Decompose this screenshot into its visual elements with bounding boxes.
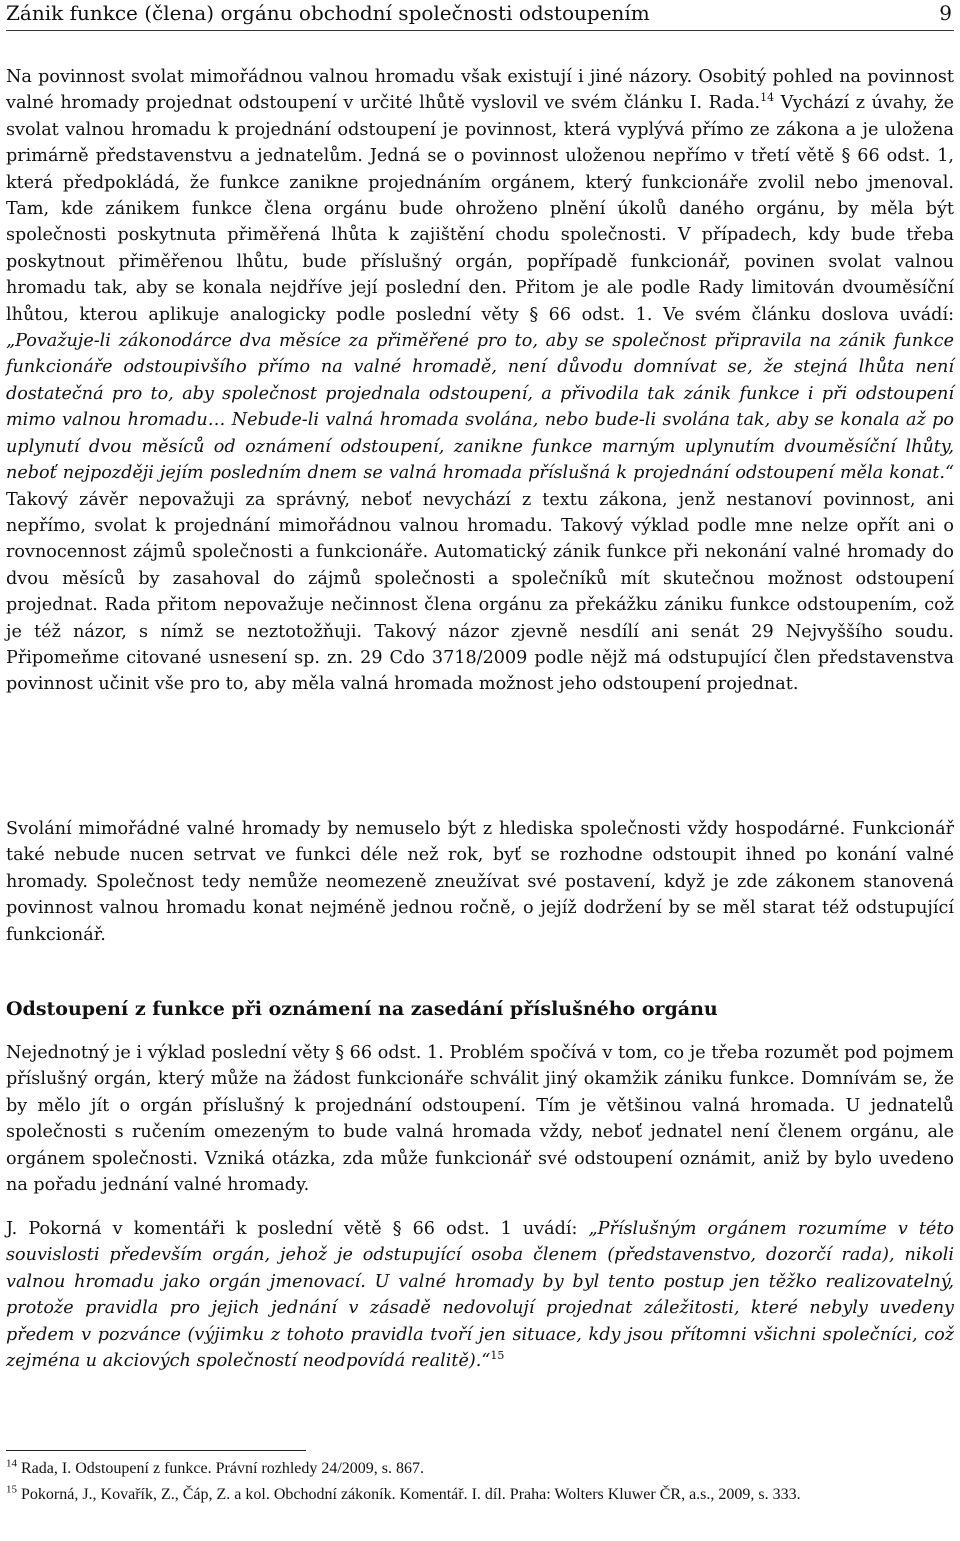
footnote-text: Rada, I. Odstoupení z funkce. Právní rozhledy 24/2009, s. 867. bbox=[21, 1460, 425, 1477]
page-number: 9 bbox=[939, 1, 952, 25]
footnote-14 bbox=[6, 1457, 954, 1481]
section-heading: Odstoupení z funkce při oznámení na zasedání příslušného orgánu bbox=[6, 998, 718, 1020]
paragraph-1 bbox=[6, 64, 954, 698]
paragraph-4-text-a: J. Pokorná v komentáři k poslední větě § 66 odst. 1 uvádí: bbox=[6, 1219, 589, 1239]
paragraph-1-text-c: Takový závěr nepovažuji za správný, neboť nevychází z textu zákona, jenž nestanoví povinnost, ani nepřímo, svolat k projednání mimořádnou valnou hromadu. Takový výklad podle mne nelze opřít ani o rovnocennost zájmů společnosti a funkcionáře. Automatický zánik funkce při nekonání valné hromady do dvou měsíců by zasahoval do zájmů společnosti a společníků mít skutečnou možnost odstoupení projednat. Rada přitom nepovažuje nečinnost člena orgánu za překážku zániku funkce odstoupením, což je též názor, s nímž se neztotožňuji. Takový názor zjevně nesdílí ani senát 29 Nejvyššího soudu. Připomeňme citované usnesení sp. zn. 29 Cdo 3718/2009 podle nějž má odstupující člen představenstva povinnost učinit vše pro to, aby měla valná hromada možnost jeho odstoupení projednat. bbox=[6, 489, 954, 695]
paragraph-4 bbox=[6, 1216, 954, 1374]
paragraph-3: Nejednotný je i výklad poslední věty § 66 odst. 1. Problém spočívá v tom, co je třeba rozumět pod pojmem příslušný orgán, který může na žádost funkcionáře schválit jiný okamžik zániku funkce. Domnívám se, že by mělo jít o orgán příslušný k projednání odstoupení. Tím je většinou valná hromada. U jednatelů společnosti s ručením omezeným to bude valná hromada vždy, neboť jednatel není členem orgánu, ale orgánem společnosti. Vzniká otázka, zda může funkcionář své odstoupení oznámit, aniž by bylo uvedeno na pořadu jednání valné hromady. bbox=[6, 1043, 954, 1196]
page-header bbox=[6, 0, 954, 31]
footnote-ref-14[interactable]: 14 bbox=[760, 91, 775, 105]
footnote-separator bbox=[6, 1450, 306, 1451]
paragraph-1-text-a: Na povinnost svolat mimořádnou valnou hromadu však existují i jiné názory. Osobitý pohled na povinnost valné hromady projednat odstoupení v určité lhůtě vyslovil ve svém článku I. Rada. bbox=[6, 67, 954, 114]
quotation-rada: „Považuje-li zákonodárce dva měsíce za přiměřené pro to, aby se společnost připravila na zánik funkce funkcionáře odstoupivšího přímo na valné hromadě, není důvodu domnívat se, že stejná lhůta není dostatečná pro to, aby společnost projednala odstoupení, a přivodila tak zánik funkce i při odstoupení mimo valnou hromadu… Nebude-li valná hromada svolána, nebo bude-li svolána tak, aby se konala až po uplynutí dvou měsíců od oznámení odstoupení, zanikne funkce marným uplynutím dvouměsíční lhůty, neboť nejpozději jejím posledním dnem se valná hromada příslušná k projednání odstoupení měla konat.“ bbox=[6, 331, 954, 484]
quotation-pokorna: „Příslušným orgánem rozumíme v této souvislosti především orgán, jehož je odstupující osoba členem (představenstvo, dozorčí rada), nikoli valnou hromadu jako orgán jmenovací. U valné hromady by byl tento postup jen těžko realizovatelný, protože pravidla pro jejich jednání v zásadě nedovolují projednat záležitosti, které nebyly uvedeny předem v pozvánce (výjimku z tohoto pravidla tvoří jen situace, kdy jsou přítomni všichni společníci, což zejména u akciových společností neodpovídá realitě).“ bbox=[6, 1219, 954, 1372]
running-title: Zánik funkce (člena) orgánu obchodní společnosti odstoupením bbox=[6, 1, 650, 25]
footnote-15 bbox=[6, 1483, 954, 1507]
footnote-number: 14 bbox=[6, 1457, 17, 1470]
footnote-ref-15[interactable]: 15 bbox=[490, 1349, 505, 1363]
paragraph-1-text-b: Vychází z úvahy, že svolat valnou hromadu k projednání odstoupení je povinnost, která vyplývá přímo ze zákona a je uložena primárně představenstvu a jednatelům. Jedná se o povinnost uloženou nepřímo v třetí větě § 66 odst. 1, která předpokládá, že funkce zanikne projednáním orgánem, který funkcionáře zvolil nebo jmenoval. Tam, kde zánikem funkce člena orgánu bude ohroženo plnění úkolů daného orgánu, by měla být společnosti poskytnuta přiměřená lhůta k zajištění chodu společnosti. V případech, kdy bude třeba poskytnout přiměřenou lhůtu, bude příslušný orgán, popřípadě funkcionář, povinen svolat valnou hromadu tak, aby se konala nejdříve její poslední den. Přitom je ale podle Rady limitován dvouměsíční lhůtou, kterou aplikuje analogicky podle poslední věty § 66 odst. 1. Ve svém článku doslova uvádí: bbox=[6, 93, 954, 325]
footnote-text: Pokorná, J., Kovařík, Z., Čáp, Z. a kol. Obchodní zákoník. Komentář. I. díl. Praha: Wolters Kluwer ČR, a.s., 2009, s. 333. bbox=[21, 1486, 801, 1503]
paragraph-2: Svolání mimořádné valné hromady by nemuselo být z hlediska společnosti vždy hospodárné. Funkcionář také nebude nucen setrvat ve funkci déle než rok, byť se rozhodne odstoupit ihned po konání valné hromady. Společnost tedy nemůže neomezeně zneužívat své postavení, když je zde zákonem stanovená povinnost valnou hromadu konat nejméně jednou ročně, o jejíž dodržení by se měl starat též odstupující funkcionář. bbox=[6, 819, 954, 945]
footnote-number: 15 bbox=[6, 1483, 17, 1496]
